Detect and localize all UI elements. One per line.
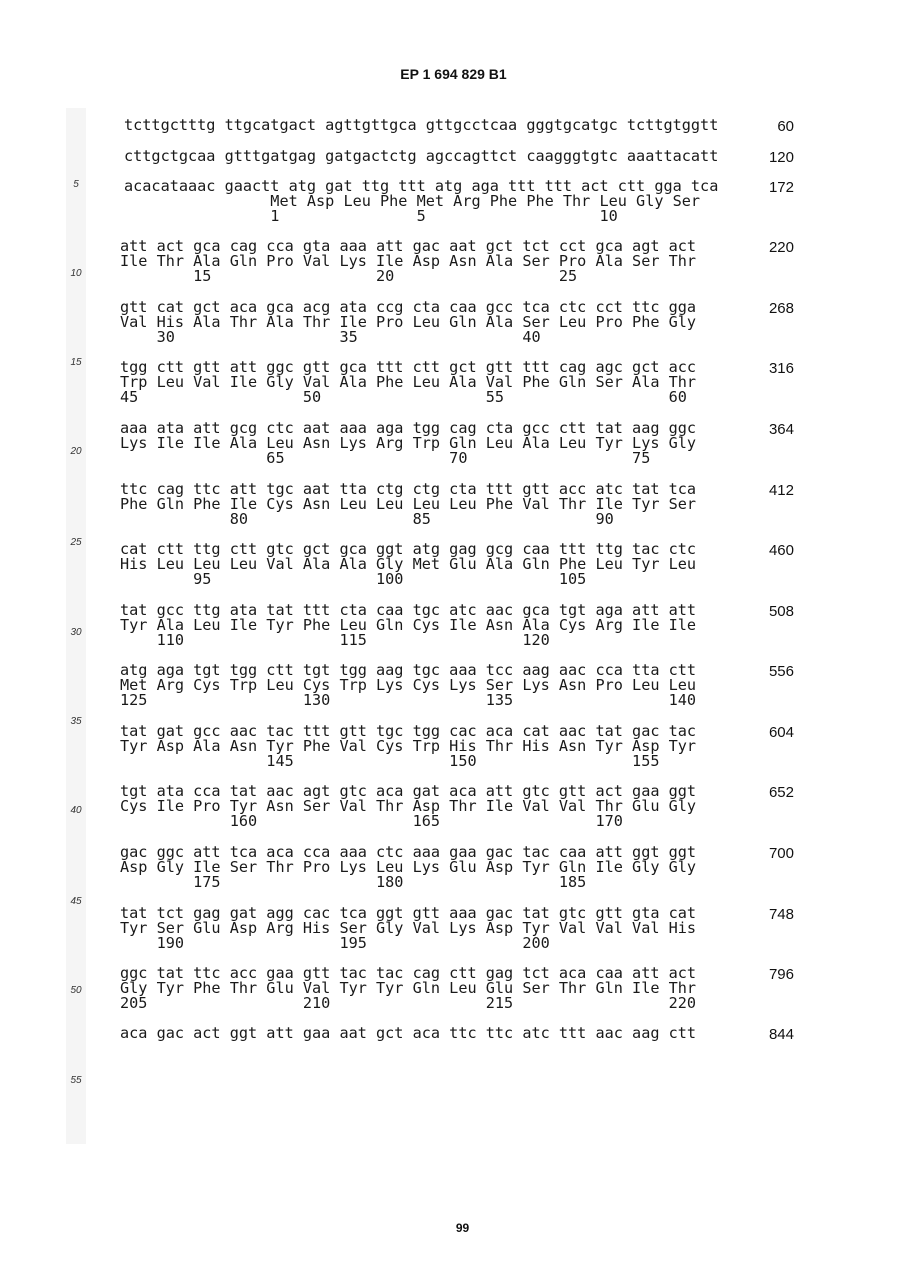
- sequence-aa-line: Met Asp Leu Phe Met Arg Phe Phe Thr Leu Gly Ser: [124, 192, 701, 210]
- sequence-dna-line: tgt ata cca tat aac agt gtc aca gat aca att gtc gtt act gaa ggt: [120, 782, 697, 800]
- sequence-position-number: 844: [768, 1026, 794, 1043]
- sequence-position-number: 652: [768, 784, 794, 801]
- sequence-aa-line: Cys Ile Pro Tyr Asn Ser Val Thr Asp Thr Ile Val Val Thr Glu Gly: [120, 797, 697, 815]
- sequence-position-number: 120: [768, 149, 794, 166]
- sequence-pos-line: 80 85 90: [120, 510, 614, 528]
- sequence-dna-line: cat ctt ttg ctt gtc gct gca ggt atg gag gcg caa ttt ttg tac ctc: [120, 540, 697, 558]
- sequence-pos-line: 145 150 155: [120, 752, 660, 770]
- sequence-dna-line: aca gac act ggt att gaa aat gct aca ttc ttc atc ttt aac aag ctt: [120, 1024, 697, 1042]
- sequence-position-number: 748: [768, 906, 794, 923]
- sequence-dna-line: acacataaac gaactt atg gat ttg ttt atg aga ttt ttt act ctt gga tca: [124, 177, 719, 195]
- sequence-position-number: 556: [768, 663, 794, 680]
- margin-line-number: 40: [70, 805, 82, 816]
- sequence-position-number: 172: [768, 179, 794, 196]
- sequence-position-number: 700: [768, 845, 794, 862]
- sequence-pos-line: 1 5 10: [124, 207, 618, 225]
- sequence-dna-line: cttgctgcaa gtttgatgag gatgactctg agccagttct caagggtgtc aaattacatt: [124, 147, 719, 165]
- margin-line-number: 25: [70, 537, 82, 548]
- sequence-position-number: 316: [768, 360, 794, 377]
- sequence-aa-line: Tyr Ser Glu Asp Arg His Ser Gly Val Lys Asp Tyr Val Val Val His: [120, 919, 697, 937]
- sequence-aa-line: Lys Ile Ile Ala Leu Asn Lys Arg Trp Gln Leu Ala Leu Tyr Lys Gly: [120, 434, 697, 452]
- margin-line-number: 5: [73, 179, 79, 190]
- margin-line-number: 20: [70, 446, 82, 457]
- sequence-pos-line: 30 35 40: [120, 328, 541, 346]
- sequence-pos-line: 175 180 185: [120, 873, 587, 891]
- sequence-pos-line: 45 50 55 60: [120, 388, 687, 406]
- sequence-position-number: 604: [768, 724, 794, 741]
- sequence-aa-line: Tyr Asp Ala Asn Tyr Phe Val Cys Trp His Thr His Asn Tyr Asp Tyr: [120, 737, 697, 755]
- sequence-aa-line: His Leu Leu Leu Val Ala Ala Gly Met Glu Ala Gln Phe Leu Tyr Leu: [120, 555, 697, 573]
- sequence-dna-line: tat gat gcc aac tac ttt gtt tgc tgg cac aca cat aac tat gac tac: [120, 722, 697, 740]
- sequence-dna-line: tat gcc ttg ata tat ttt cta caa tgc atc aac gca tgt aga att att: [120, 601, 697, 619]
- sequence-aa-line: Phe Gln Phe Ile Cys Asn Leu Leu Leu Leu Phe Val Thr Ile Tyr Ser: [120, 495, 697, 513]
- sequence-pos-line: 95 100 105: [120, 570, 587, 588]
- sequence-position-number: 364: [768, 421, 794, 438]
- sequence-dna-line: ggc tat ttc acc gaa gtt tac tac cag ctt gag tct aca caa att act: [120, 964, 697, 982]
- sequence-dna-line: gtt cat gct aca gca acg ata ccg cta caa gcc tca ctc cct ttc gga: [120, 298, 697, 316]
- sequence-position-number: 268: [768, 300, 794, 317]
- sequence-position-number: 220: [768, 239, 794, 256]
- sequence-dna-line: gac ggc att tca aca cca aaa ctc aaa gaa gac tac caa att ggt ggt: [120, 843, 697, 861]
- sequence-dna-line: tgg ctt gtt att ggc gtt gca ttt ctt gct gtt ttt cag agc gct acc: [120, 358, 697, 376]
- margin-line-number: 15: [70, 357, 82, 368]
- sequence-aa-line: Val His Ala Thr Ala Thr Ile Pro Leu Gln Ala Ser Leu Pro Phe Gly: [120, 313, 697, 331]
- sequence-pos-line: 205 210 215 220: [120, 994, 697, 1012]
- sequence-pos-line: 65 70 75: [120, 449, 651, 467]
- sequence-pos-line: 110 115 120: [120, 631, 550, 649]
- patent-number-header: EP 1 694 829 B1: [400, 66, 507, 82]
- sequence-aa-line: Tyr Ala Leu Ile Tyr Phe Leu Gln Cys Ile Asn Ala Cys Arg Ile Ile: [120, 616, 697, 634]
- sequence-pos-line: 160 165 170: [120, 812, 623, 830]
- margin-line-number: 50: [70, 985, 82, 996]
- sequence-aa-line: Trp Leu Val Ile Gly Val Ala Phe Leu Ala Val Phe Gln Ser Ala Thr: [120, 373, 697, 391]
- sequence-dna-line: tcttgctttg ttgcatgact agttgttgca gttgcctcaa gggtgcatgc tcttgtggtt: [124, 116, 719, 134]
- sequence-dna-line: atg aga tgt tgg ctt tgt tgg aag tgc aaa tcc aag aac cca tta ctt: [120, 661, 697, 679]
- sequence-position-number: 460: [768, 542, 794, 559]
- sequence-pos-line: 15 20 25: [120, 267, 578, 285]
- sequence-dna-line: tat tct gag gat agg cac tca ggt gtt aaa gac tat gtc gtt gta cat: [120, 904, 697, 922]
- sequence-aa-line: Ile Thr Ala Gln Pro Val Lys Ile Asp Asn Ala Ser Pro Ala Ser Thr: [120, 252, 697, 270]
- sequence-pos-line: 125 130 135 140: [120, 691, 697, 709]
- margin-line-number: 35: [70, 716, 82, 727]
- sequence-position-number: 796: [768, 966, 794, 983]
- sequence-pos-line: 190 195 200: [120, 934, 550, 952]
- margin-line-number: 55: [70, 1075, 82, 1086]
- margin-line-number: 45: [70, 896, 82, 907]
- sequence-dna-line: aaa ata att gcg ctc aat aaa aga tgg cag cta gcc ctt tat aag ggc: [120, 419, 697, 437]
- sequence-dna-line: ttc cag ttc att tgc aat tta ctg ctg cta ttt gtt acc atc tat tca: [120, 480, 697, 498]
- sequence-position-number: 60: [777, 118, 794, 135]
- sequence-aa-line: Met Arg Cys Trp Leu Cys Trp Lys Cys Lys Ser Lys Asn Pro Leu Leu: [120, 676, 697, 694]
- sequence-position-number: 508: [768, 603, 794, 620]
- sequence-position-number: 412: [768, 482, 794, 499]
- margin-line-number: 30: [70, 627, 82, 638]
- sequence-dna-line: att act gca cag cca gta aaa att gac aat gct tct cct gca agt act: [120, 237, 697, 255]
- sequence-aa-line: Gly Tyr Phe Thr Glu Val Tyr Tyr Gln Leu Glu Ser Thr Gln Ile Thr: [120, 979, 697, 997]
- sequence-aa-line: Asp Gly Ile Ser Thr Pro Lys Leu Lys Glu Asp Tyr Gln Ile Gly Gly: [120, 858, 697, 876]
- page-number: 99: [455, 1221, 470, 1235]
- margin-line-number: 10: [70, 268, 82, 279]
